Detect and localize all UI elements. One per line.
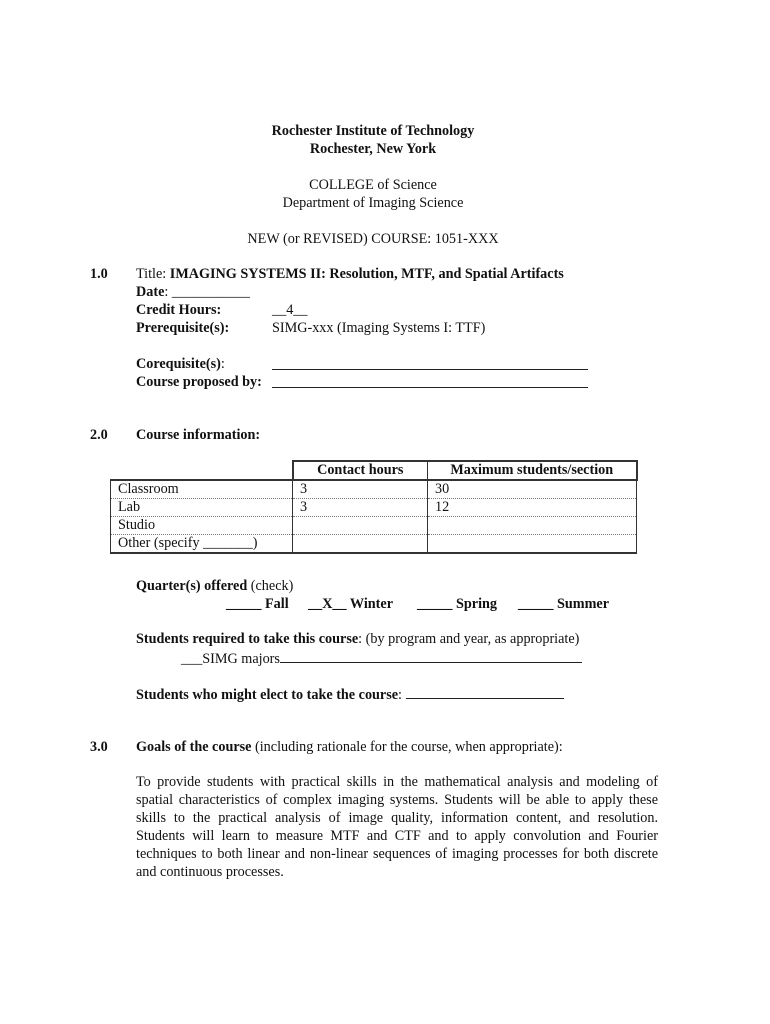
row-label: Classroom [111,480,293,499]
row-label: Studio [111,517,293,535]
students-elect-label: Students who might elect to take the course [136,687,399,703]
simg-majors-field[interactable] [280,648,582,663]
section-3-number: 3.0 [90,739,108,755]
simg-majors-line [181,648,582,668]
row-label: Lab [111,499,293,517]
course-number-line: NEW (or REVISED) COURSE: 1051-XXX [247,231,499,247]
students-elect-separator: : [398,687,406,703]
department-name: Department of Imaging Science [282,195,464,211]
date-row [136,283,250,301]
students-required-row [136,630,579,648]
prerequisites-label: Prerequisite(s): [136,320,230,336]
title-separator: : [162,266,170,282]
quarter-winter[interactable]: __X__ Winter [308,596,393,612]
credit-hours-value[interactable]: __4__ [272,302,308,318]
contact-hours-cell[interactable]: 3 [293,480,428,499]
course-proposed-by-label: Course proposed by: [136,374,262,390]
max-students-header: Maximum students/section [428,461,637,480]
max-students-cell[interactable]: 30 [428,480,637,499]
quarter-spring[interactable]: _____ Spring [417,596,498,612]
contact-hours-cell[interactable] [293,535,428,554]
corequisites-label: Corequisite(s) [136,356,221,372]
goals-heading-hint: (including rationale for the course, when appropriate): [251,739,563,755]
max-students-cell[interactable] [428,517,637,535]
section-2-number: 2.0 [90,427,108,443]
goals-heading: Goals of the course [136,739,252,755]
quarters-offered-label: Quarter(s) offered [136,578,248,594]
table-header-row [111,461,637,480]
section-1-number: 1.0 [90,266,108,282]
simg-majors-text[interactable]: ___SIMG majors [181,651,280,667]
quarter-fall[interactable]: _____ Fall [226,596,289,612]
date-field[interactable]: ___________ [171,284,250,300]
corequisites-separator: : [220,356,225,372]
goals-heading-row [136,738,563,756]
table-row [111,517,637,535]
table-row [111,535,637,554]
institution-name: Rochester Institute of Technology [271,123,475,139]
students-required-label: Students required to take this course [136,631,359,647]
course-information-heading: Course information: [136,427,261,443]
course-title: IMAGING SYSTEMS II: Resolution, MTF, and Spatial Artifacts [169,266,564,282]
corequisites-field[interactable] [272,355,588,370]
table-row [111,499,637,517]
college-name: COLLEGE of Science [309,177,437,193]
contact-hours-header: Contact hours [293,461,428,480]
credit-hours-label: Credit Hours: [136,302,222,318]
quarter-summer[interactable]: _____ Summer [518,596,610,612]
goals-paragraph: To provide students with practical skills in the mathematical analysis and modeling of spatial characteristics of complex imaging systems. Students will be able to apply these skills to the practical analysis of image quality, information content, and resolution. Students will learn to measure MTF and CTF and to apply convolution and Fourier techniques to both linear and non-linear sequences of imaging processes for both discrete and continuous processes. [136,774,658,880]
table-row [111,480,637,499]
table-header-blank [111,461,293,480]
students-elect-field[interactable] [406,684,564,699]
course-proposed-by-field[interactable] [272,373,588,388]
max-students-cell[interactable]: 12 [428,499,637,517]
date-label: Date [136,284,165,300]
students-elect-row [136,684,564,704]
date-separator: : [164,284,169,300]
corequisites-row [136,355,225,373]
max-students-cell[interactable] [428,535,637,554]
course-information-table [110,460,638,554]
row-label: Other (specify _______) [111,535,293,554]
contact-hours-cell[interactable]: 3 [293,499,428,517]
quarters-offered-row [136,577,293,595]
prerequisites-value[interactable]: SIMG-xxx (Imaging Systems I: TTF) [272,320,486,336]
students-required-hint: : (by program and year, as appropriate) [358,631,580,647]
title-row [136,265,564,283]
quarters-offered-hint: (check) [247,578,294,594]
contact-hours-cell[interactable] [293,517,428,535]
institution-location: Rochester, New York [309,141,437,157]
title-label: Title [136,266,163,282]
